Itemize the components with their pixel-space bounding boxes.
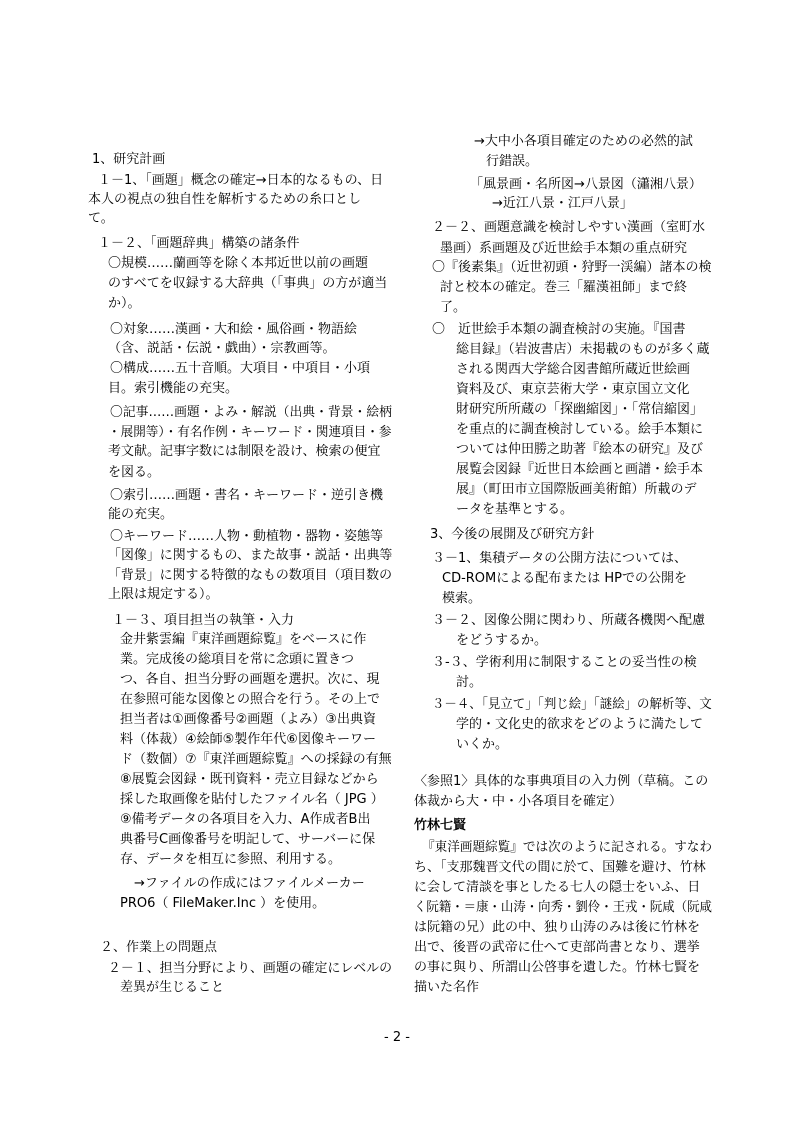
text-line: 〇キーワード……人物・動植物・器物・姿態等 — [110, 529, 384, 544]
text-line: 〇索引……画題・書名・キーワード・逆引き機 — [110, 488, 384, 503]
text-line: 在参照可能な図像との照合を行う。その上で — [120, 692, 381, 707]
text-line: 学的・文化史的欲求をどのように満たして — [456, 717, 704, 732]
text-line: を図る。 — [108, 465, 161, 480]
text-line: 能の充実。 — [108, 507, 174, 522]
text-line: 体裁から大・中・小各項目を確定） — [414, 794, 623, 809]
text-line: は阮籍の兄）此の中、独り山涛のみは後に竹林を — [414, 920, 701, 935]
text-line: →近江八景・江戸八景」 — [492, 196, 633, 211]
text-line: 考文献。記事字数には制限を設け、検索の便宜 — [108, 444, 381, 459]
text-line: ２－２、画題意識を検討しやすい漢画（室町水 — [432, 220, 706, 235]
text-line: CD-ROMによる配布または HPでの公開を — [442, 571, 688, 586]
text-line: 財研究所所蔵の「探幽縮図」・「常信縮図」 — [456, 402, 704, 417]
text-line: 描いた名作 — [414, 980, 480, 995]
text-line: （含、説話・伝説・戯曲）・宗教画等。 — [108, 341, 336, 356]
text-line: ３－２、図像公開に関わり、所蔵各機関へ配慮 — [432, 613, 706, 628]
text-line: ２－１、担当分野により、画題の確定にレベルの — [108, 961, 393, 976]
text-line: 『東洋画題綜覧』では次のように記される。すなわ — [422, 840, 713, 855]
text-line: 「背景」に関する特徴的なもの数項目（項目数の — [108, 568, 393, 583]
text-line: 墨画）系画題及び近世絵手本類の重点研究 — [440, 241, 688, 256]
text-line: て。 — [88, 211, 114, 226]
text-line: 〇記事……画題・よみ・解説（出典・背景・絵柄 — [110, 405, 393, 420]
text-line: 上限は規定する）。 — [108, 587, 219, 602]
text-line: 行錯誤。 — [486, 154, 539, 169]
text-line: を重点的に調査検討している。絵手本類に — [456, 422, 704, 437]
page-number: - 2 - — [384, 1030, 410, 1045]
text-line: 〇 近世絵手本類の調査検討の実施。『国書 — [432, 322, 686, 337]
text-line: ⑧展覧会図録・既刊資料・売立目録などから — [120, 772, 379, 787]
text-line: ・展開等）・有名作例・キーワード・関連項目・参 — [108, 425, 392, 440]
text-line: 担当者は①画像番号②画題（よみ）③出典資 — [120, 712, 376, 727]
text-line: 総目録』（岩波書店）未掲載のものが多く蔵 — [456, 342, 710, 357]
text-line: ⑨備考データの各項目を入力、A作成者B出 — [120, 812, 371, 827]
text-line: ータを基準とする。 — [456, 502, 574, 517]
text-line: →大中小各項目確定のための必然的試 — [474, 134, 693, 149]
text-line: ド（数個）⑦『東洋画題綜覧』への採録の有無 — [120, 752, 392, 767]
text-line: く阮籍・＝康・山涛・向秀・劉伶・王戎・阮咸（阮咸 — [414, 900, 712, 915]
text-line: 採した取画像を貼付したファイル名（ JPG ） — [120, 792, 384, 807]
text-line: 〇対象……漢画・大和絵・風俗画・物語絵 — [110, 322, 358, 337]
text-line: 「風景画・名所図→八景図（瀟湘八景） — [470, 177, 702, 192]
text-line: か）。 — [108, 296, 141, 311]
text-line: に会して清談を事としたる七人の隠士をいふ、日 — [414, 880, 701, 895]
text-line: 1、研究計画 — [92, 152, 166, 167]
text-line: 討。 — [456, 675, 483, 690]
text-line: ３-３、学術利用に制限することの妥当性の検 — [432, 655, 697, 670]
text-line: 〇『後素集』（近世初頭・狩野一渓編）諸本の検 — [432, 260, 712, 275]
text-line: 〈参照1〉具体的な事典項目の入力例（草稿。この — [414, 774, 709, 789]
text-line: →ファイルの作成にはファイルメーカー — [134, 876, 365, 891]
text-line: 出で、後晋の武帝に仕へて吏部尚書となり、選挙 — [414, 940, 700, 955]
text-line: の事に與り、所謂山公啓事を遺した。竹林七賢を — [414, 960, 701, 975]
text-line: PRO6（ FileMaker.Inc ）を使用。 — [120, 896, 326, 911]
text-line: １－３、項目担当の執筆・入力 — [112, 613, 295, 628]
text-line: 展』（町田市立国際版画美術館）所載のデ — [456, 482, 697, 497]
text-line: 「図像」に関するもの、また故事・説話・出典等 — [108, 548, 393, 563]
text-line: のすべてを収録する大辞典（「事典」の方が適当 — [108, 276, 388, 291]
text-line: 資料及び、東京芸術大学・東京国立文化 — [456, 382, 690, 397]
text-line: をどうするか。 — [456, 633, 548, 648]
text-line: つ、各自、担当分野の画題を選択。次に、現 — [120, 672, 380, 687]
text-line: 本人の視点の独自性を解析するための糸口とし — [88, 192, 362, 207]
text-line: される関西大学総合図書館所蔵近世絵画 — [456, 362, 691, 377]
text-line: 差異が生じること — [120, 980, 225, 995]
text-line: 料（体裁）④絵師⑤製作年代⑥図像キーワー — [120, 732, 376, 747]
text-line: 討と校本の確定。巻三「羅漢祖師」まで終 — [440, 280, 688, 295]
text-line: ち、「支那魏晋文代の間に於て、国難を避け、竹林 — [414, 860, 706, 875]
text-line: 典番号C画像番号を明記して、サーバーに保 — [120, 832, 376, 847]
text-line: 模索。 — [442, 591, 482, 606]
text-line: １－1、「画題」概念の確定→日本的なるもの、日 — [98, 173, 384, 188]
text-line: ３－４、「見立て」「判じ絵」「謎絵」の解析等、文 — [432, 697, 712, 712]
text-line: 金井紫雲編『東洋画題綜覧』をベースに作 — [120, 632, 367, 647]
text-line: ついては仲田勝之助著『絵本の研究』及び — [456, 442, 704, 457]
text-line: 〇規模……蘭画等を除く本邦近世以前の画題 — [108, 256, 369, 271]
text-line: 〇構成……五十音順。大項目・中項目・小項 — [110, 361, 371, 376]
entry-heading: 竹林七賢 — [414, 818, 467, 833]
text-line: ２、作業上の問題点 — [100, 940, 218, 955]
text-line: 展覧会図録『近世日本絵画と画譜・絵手本 — [456, 462, 704, 477]
text-line: １－２、「画題辞典」構築の諸条件 — [98, 236, 300, 251]
text-line: いくか。 — [456, 737, 509, 752]
text-line: 業。完成後の総項目を常に念頭に置きつ — [120, 652, 355, 667]
text-line: 了。 — [440, 300, 467, 315]
text-line: 存、データを相互に参照、利用する。 — [120, 852, 342, 867]
text-line: ３－1、集積データの公開方法については、 — [432, 551, 688, 566]
text-line: 目。索引機能の充実。 — [108, 381, 239, 396]
text-line: 3、今後の展開及び研究方針 — [430, 527, 595, 542]
